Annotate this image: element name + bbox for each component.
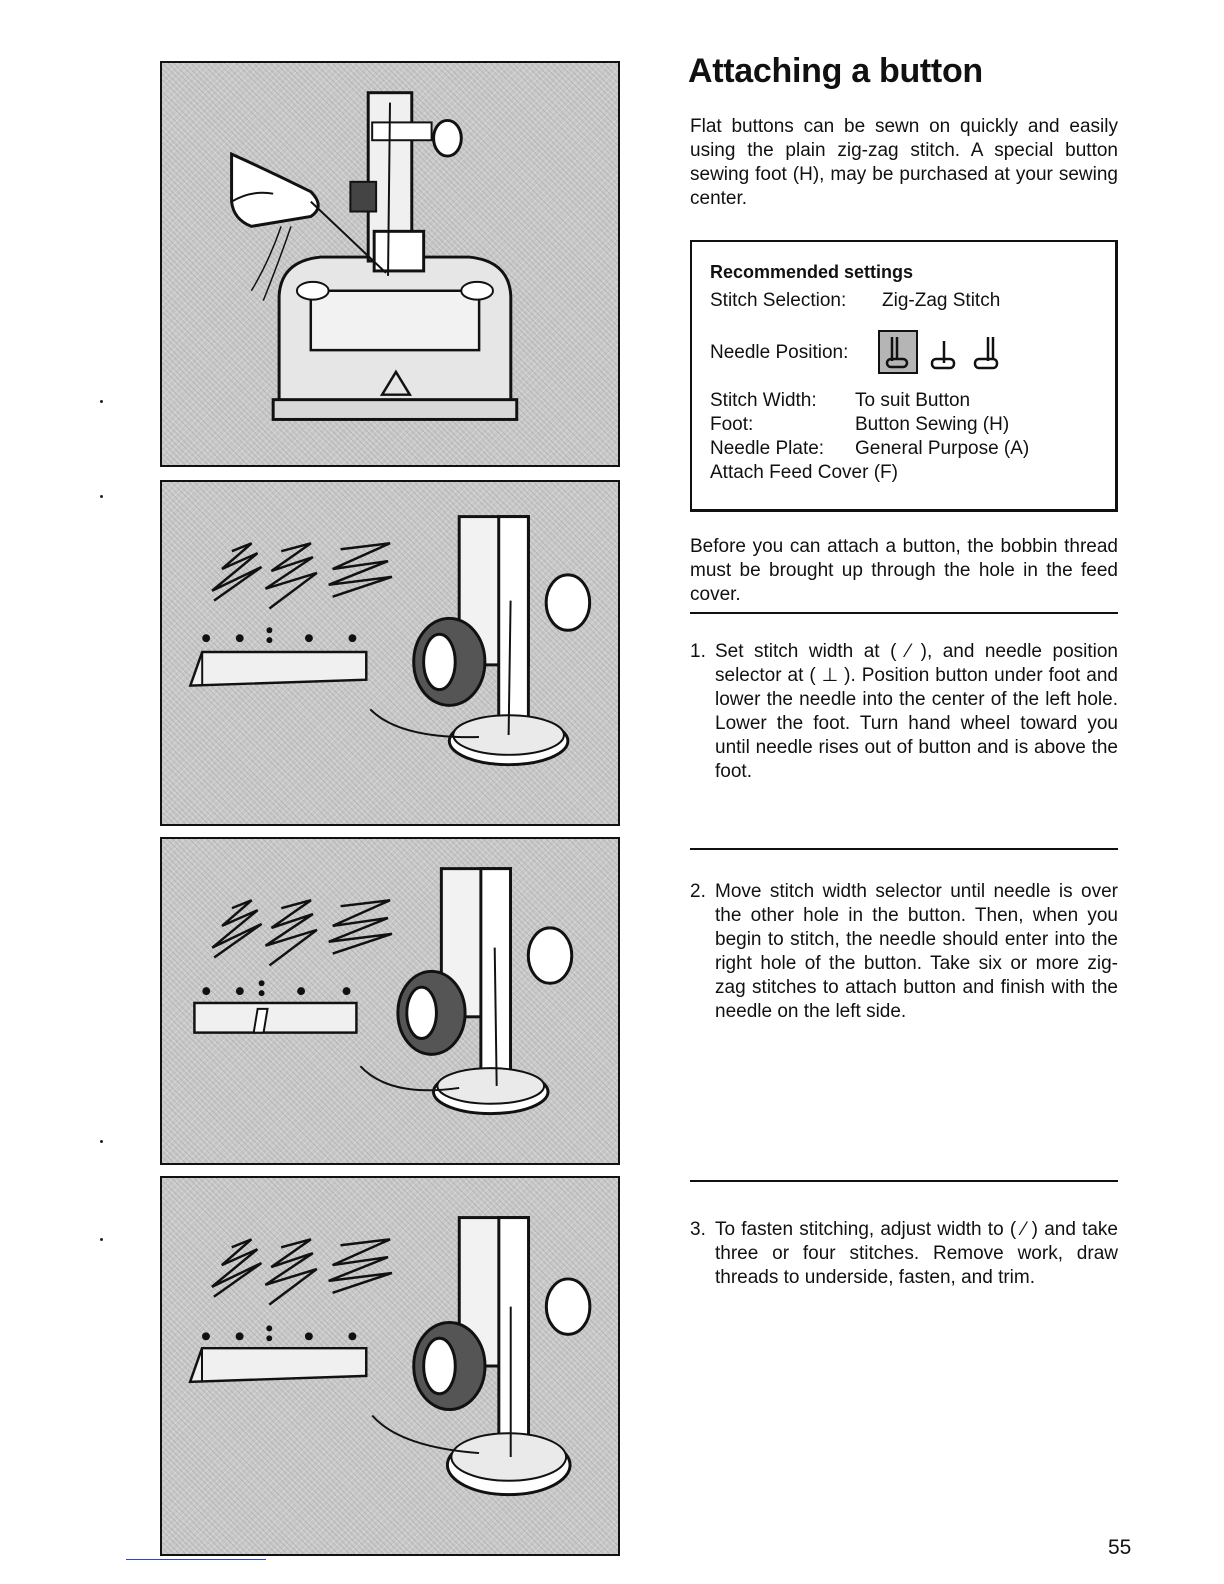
foot-row: [710, 413, 1115, 437]
illustration-fasten: [160, 1176, 620, 1556]
needle-plate-row: [710, 437, 1115, 461]
stitch-width-value: To suit Button: [855, 390, 971, 411]
stitch-width-label: Stitch Width:: [710, 390, 817, 411]
scan-speck: [100, 495, 103, 498]
divider: [690, 612, 1118, 614]
illustration-threading: [160, 61, 620, 467]
sewing-machine-threading-drawing: [162, 63, 618, 465]
needle-position-label: Needle Position:: [710, 342, 849, 363]
stitch-selection-value: Zig-Zag Stitch: [882, 290, 1001, 311]
step-1: [690, 640, 1118, 784]
needle-position-icons: [878, 329, 1008, 377]
recommended-settings-box: [690, 240, 1118, 512]
footer-rule: [126, 1559, 266, 1560]
page-title: Attaching a button: [688, 52, 983, 90]
illustration-right-hole: [160, 837, 620, 1165]
illustration-left-hole: [160, 480, 620, 826]
scan-speck: [100, 400, 103, 403]
feed-cover-text: Attach Feed Cover (F): [710, 462, 898, 483]
feed-cover-row: [710, 461, 1115, 485]
needle-position-symbols: [878, 329, 1008, 377]
step-text: To fasten stitching, adjust width to ( ⁄ ) and take three or four stitches. Remove work, draw threads to underside, fasten, and trim.: [715, 1219, 1118, 1288]
stitch-selection-label: Stitch Selection:: [710, 290, 847, 311]
bobbin-thread-note: Before you can attach a button, the bobbin thread must be brought up through the hole in the feed cover.: [690, 536, 1118, 605]
foot-value: Button Sewing (H): [855, 414, 1010, 435]
step-text: Move stitch width selector until needle is over the other hole in the button. Then, when you begin to stitch, the needle should enter into the right hole of the button. Take six or more zig-zag stitches to attach button and finish with the needle on the left side.: [715, 881, 1118, 1022]
step-text: Set stitch width at ( ⁄ ), and needle position selector at ( ⊥ ). Position button under foot and lower the needle into the center of the left hole. Lower the foot. Turn hand wheel toward you until needle rises out of button and is above the foot.: [715, 641, 1118, 782]
divider: [690, 848, 1118, 850]
step-number: 2.: [690, 881, 706, 902]
needle-left-hole-drawing: [162, 482, 618, 824]
stitch-width-row: [710, 389, 1115, 413]
fasten-stitching-drawing: [162, 1178, 618, 1554]
needle-plate-value: General Purpose (A): [855, 438, 1030, 459]
step-2: [690, 880, 1118, 1024]
needle-position-row: [710, 325, 1115, 381]
needle-right-hole-drawing: [162, 839, 618, 1163]
step-number: 1.: [690, 641, 706, 662]
needle-center-icon: [932, 341, 954, 368]
scan-speck: [100, 1140, 103, 1143]
step-number: 3.: [690, 1219, 706, 1240]
divider: [690, 1180, 1118, 1182]
page-number: 55: [1108, 1536, 1132, 1559]
scan-speck: [100, 1238, 103, 1241]
needle-right-icon: [975, 337, 997, 368]
step-3: [690, 1218, 1118, 1290]
settings-heading: Recommended settings: [710, 262, 914, 282]
intro-paragraph: Flat buttons can be sewn on quickly and easily using the plain zig-zag stitch. A special button sewing foot (H), may be purchased at your sewing center.: [690, 116, 1118, 209]
stitch-selection-row: [710, 289, 1115, 313]
needle-plate-label: Needle Plate:: [710, 438, 825, 459]
foot-label: Foot:: [710, 414, 754, 435]
